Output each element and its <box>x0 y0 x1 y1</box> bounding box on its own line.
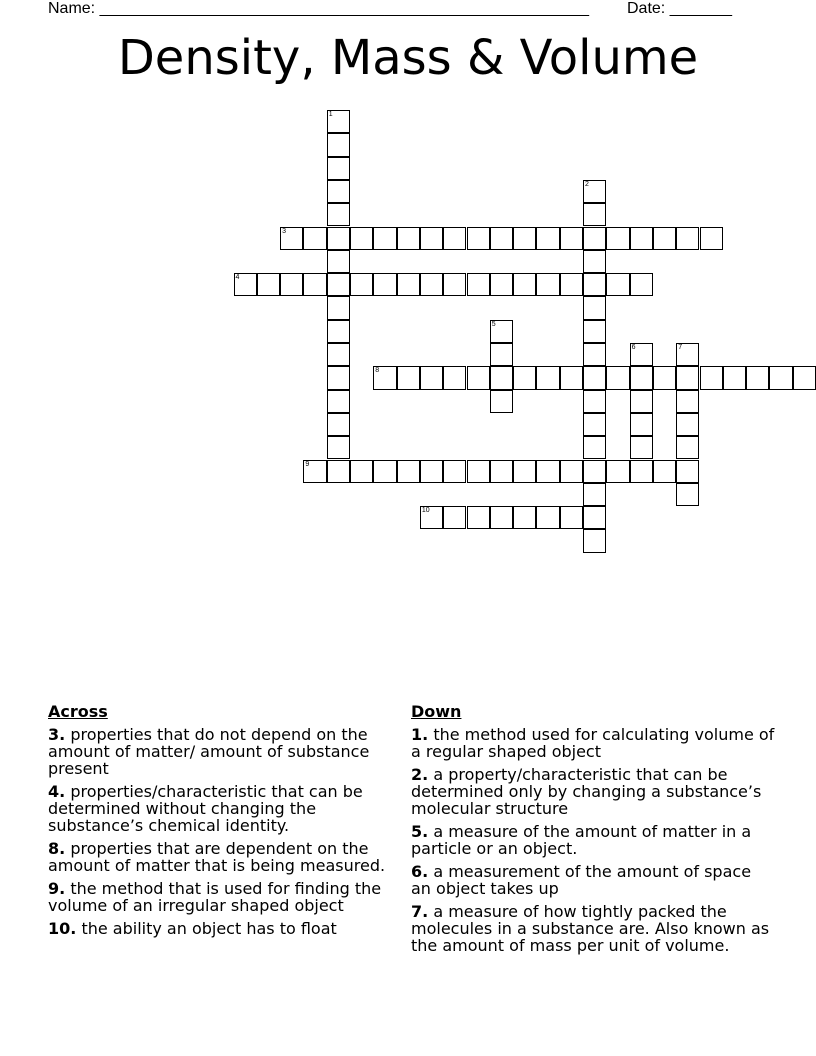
grid-cell[interactable] <box>583 436 606 459</box>
clue-item <box>411 766 776 817</box>
clue-item <box>48 920 393 937</box>
grid-cell[interactable] <box>467 273 490 296</box>
grid-cell[interactable] <box>327 460 350 483</box>
grid-cell[interactable] <box>536 506 559 529</box>
grid-cell[interactable] <box>490 366 513 389</box>
name-field-label: Name: _______________________________________________________ <box>48 0 589 17</box>
grid-cell[interactable] <box>630 343 653 366</box>
grid-cell[interactable] <box>513 506 536 529</box>
grid-cell[interactable] <box>700 227 723 250</box>
grid-cell[interactable] <box>327 296 350 319</box>
grid-cell[interactable] <box>676 390 699 413</box>
clue-item-number: 7. <box>411 902 429 921</box>
grid-cell[interactable] <box>560 227 583 250</box>
grid-cell[interactable] <box>746 366 769 389</box>
grid-cell[interactable] <box>490 390 513 413</box>
grid-cell[interactable] <box>467 506 490 529</box>
date-field-label: Date: _______ <box>627 0 732 17</box>
grid-cell[interactable] <box>467 366 490 389</box>
grid-cell[interactable] <box>583 343 606 366</box>
grid-cell[interactable] <box>280 227 303 250</box>
grid-cell[interactable] <box>513 273 536 296</box>
clue-number: 8 <box>375 367 380 375</box>
grid-cell[interactable] <box>630 460 653 483</box>
grid-cell[interactable] <box>536 366 559 389</box>
grid-cell[interactable] <box>373 273 396 296</box>
grid-cell[interactable] <box>327 180 350 203</box>
grid-cell[interactable] <box>327 273 350 296</box>
grid-cell[interactable] <box>630 390 653 413</box>
grid-cell[interactable] <box>490 506 513 529</box>
clue-item-text: a measure of the amount of matter in a particle or an object. <box>411 822 752 858</box>
grid-cell[interactable] <box>560 273 583 296</box>
grid-cell[interactable] <box>327 390 350 413</box>
grid-cell[interactable] <box>467 227 490 250</box>
grid-cell[interactable] <box>327 250 350 273</box>
grid-cell[interactable] <box>420 460 443 483</box>
grid-cell[interactable] <box>234 273 257 296</box>
grid-cell[interactable] <box>443 273 466 296</box>
grid-cell[interactable] <box>467 460 490 483</box>
grid-cell[interactable] <box>676 413 699 436</box>
clue-item-text: a measurement of the amount of space an object takes up <box>411 862 752 898</box>
clue-number: 6 <box>631 344 636 351</box>
grid-cell[interactable] <box>397 227 420 250</box>
grid-cell[interactable] <box>536 227 559 250</box>
grid-cell[interactable] <box>676 436 699 459</box>
grid-cell[interactable] <box>490 343 513 366</box>
grid-cell[interactable] <box>606 227 629 250</box>
grid-cell[interactable] <box>583 250 606 273</box>
grid-cell[interactable] <box>443 366 466 389</box>
clue-number: 7 <box>678 344 683 351</box>
clue-item-number: 10. <box>48 919 77 938</box>
across-clues <box>48 703 393 943</box>
grid-cell[interactable] <box>583 366 606 389</box>
across-clue-list <box>48 726 393 937</box>
grid-cell[interactable] <box>490 227 513 250</box>
grid-cell[interactable] <box>676 460 699 483</box>
grid-cell[interactable] <box>583 320 606 343</box>
grid-cell[interactable] <box>769 366 792 389</box>
grid-cell[interactable] <box>420 506 443 529</box>
clue-item <box>48 840 393 874</box>
clue-item-text: a measure of how tightly packed the molecules in a substance are. Also known as the amount of mass per unit of volume. <box>411 902 770 955</box>
clue-number: 10 <box>421 507 430 515</box>
grid-cell[interactable] <box>676 483 699 506</box>
clue-item <box>48 726 393 777</box>
clue-item <box>411 863 776 897</box>
clue-item-text: a property/characteristic that can be determined only by changing a substance’s molecular structure <box>411 765 762 818</box>
grid-cell[interactable] <box>490 460 513 483</box>
grid-cell[interactable] <box>583 460 606 483</box>
grid-cell[interactable] <box>606 460 629 483</box>
grid-cell[interactable] <box>327 343 350 366</box>
clue-item-text: the ability an object has to float <box>81 919 337 938</box>
clue-item-number: 3. <box>48 725 66 744</box>
grid-cell[interactable] <box>443 506 466 529</box>
grid-cell[interactable] <box>536 273 559 296</box>
grid-cell[interactable] <box>327 133 350 156</box>
grid-cell[interactable] <box>536 460 559 483</box>
grid-cell[interactable] <box>373 366 396 389</box>
grid-cell[interactable] <box>280 273 303 296</box>
grid-cell[interactable] <box>513 227 536 250</box>
grid-cell[interactable] <box>443 227 466 250</box>
clue-item-number: 5. <box>411 822 429 841</box>
grid-cell[interactable] <box>373 460 396 483</box>
grid-cell[interactable] <box>676 366 699 389</box>
grid-cell[interactable] <box>583 483 606 506</box>
clue-item-number: 4. <box>48 782 66 801</box>
clue-item-number: 8. <box>48 839 66 858</box>
grid-cell[interactable] <box>560 460 583 483</box>
grid-cell[interactable] <box>653 366 676 389</box>
grid-cell[interactable] <box>513 460 536 483</box>
grid-cell[interactable] <box>606 366 629 389</box>
clue-number: 4 <box>235 274 240 282</box>
grid-cell[interactable] <box>327 157 350 180</box>
grid-cell[interactable] <box>327 413 350 436</box>
grid-cell[interactable] <box>583 180 606 203</box>
grid-cell[interactable] <box>676 227 699 250</box>
grid-cell[interactable] <box>257 273 280 296</box>
grid-cell[interactable] <box>327 436 350 459</box>
grid-cell[interactable] <box>397 273 420 296</box>
clue-item <box>48 880 393 914</box>
grid-cell[interactable] <box>327 366 350 389</box>
clue-item-number: 6. <box>411 862 429 881</box>
grid-cell[interactable] <box>350 273 373 296</box>
grid-cell[interactable] <box>630 436 653 459</box>
grid-cell[interactable] <box>630 413 653 436</box>
down-heading: Down <box>411 702 462 721</box>
grid-cell[interactable] <box>490 320 513 343</box>
grid-cell[interactable] <box>327 320 350 343</box>
clue-number: 3 <box>282 227 286 235</box>
clue-item-number: 9. <box>48 879 66 898</box>
down-clues <box>411 703 776 960</box>
clue-item-number: 1. <box>411 725 429 744</box>
grid-cell[interactable] <box>327 110 350 133</box>
grid-cell[interactable] <box>630 227 653 250</box>
clue-item-number: 2. <box>411 765 429 784</box>
clue-item <box>411 726 776 760</box>
clue-number: 9 <box>305 460 310 468</box>
grid-cell[interactable] <box>583 506 606 529</box>
grid-cell[interactable] <box>723 366 746 389</box>
grid-cell[interactable] <box>583 413 606 436</box>
grid-cell[interactable] <box>583 390 606 413</box>
grid-cell[interactable] <box>327 203 350 226</box>
clue-item-text: properties that are dependent on the amount of matter that is being measured. <box>48 839 386 875</box>
clue-item <box>411 823 776 857</box>
grid-cell[interactable] <box>397 366 420 389</box>
grid-cell[interactable] <box>653 227 676 250</box>
grid-cell[interactable] <box>630 366 653 389</box>
grid-cell[interactable] <box>606 273 629 296</box>
grid-cell[interactable] <box>420 227 443 250</box>
grid-cell[interactable] <box>373 227 396 250</box>
grid-cell[interactable] <box>327 227 350 250</box>
clue-item <box>411 903 776 954</box>
grid-cell[interactable] <box>583 296 606 319</box>
grid-cell[interactable] <box>583 273 606 296</box>
page-title: Density, Mass & Volume <box>117 30 699 86</box>
clue-item-text: properties that do not depend on the amount of matter/ amount of substance present <box>48 725 370 778</box>
grid-cell[interactable] <box>303 227 326 250</box>
grid-cell[interactable] <box>793 366 816 389</box>
down-clue-list <box>411 726 776 954</box>
clue-item-text: the method that is used for finding the volume of an irregular shaped object <box>48 879 382 915</box>
clue-item-text: the method used for calculating volume of a regular shaped object <box>411 725 775 761</box>
clue-number: 5 <box>491 320 496 328</box>
grid-cell[interactable] <box>350 460 373 483</box>
grid-cell[interactable] <box>560 366 583 389</box>
clue-number: 2 <box>585 180 589 188</box>
grid-cell[interactable] <box>513 366 536 389</box>
grid-cell[interactable] <box>397 460 420 483</box>
grid-cell[interactable] <box>653 460 676 483</box>
grid-cell[interactable] <box>420 273 443 296</box>
grid-cell[interactable] <box>420 366 443 389</box>
grid-cell[interactable] <box>303 460 326 483</box>
grid-cell[interactable] <box>583 203 606 226</box>
grid-cell[interactable] <box>583 227 606 250</box>
grid-cell[interactable] <box>630 273 653 296</box>
clue-item-text: properties/characteristic that can be determined without changing the substance’s chemical identity. <box>48 782 363 835</box>
clue-number: 1 <box>328 111 333 118</box>
clue-item <box>48 783 393 834</box>
grid-cell[interactable] <box>443 460 466 483</box>
grid-cell[interactable] <box>560 506 583 529</box>
grid-cell[interactable] <box>350 227 373 250</box>
grid-cell[interactable] <box>700 366 723 389</box>
across-heading: Across <box>48 702 108 721</box>
grid-cell[interactable] <box>303 273 326 296</box>
grid-cell[interactable] <box>583 529 606 552</box>
grid-cell[interactable] <box>490 273 513 296</box>
grid-cell[interactable] <box>676 343 699 366</box>
